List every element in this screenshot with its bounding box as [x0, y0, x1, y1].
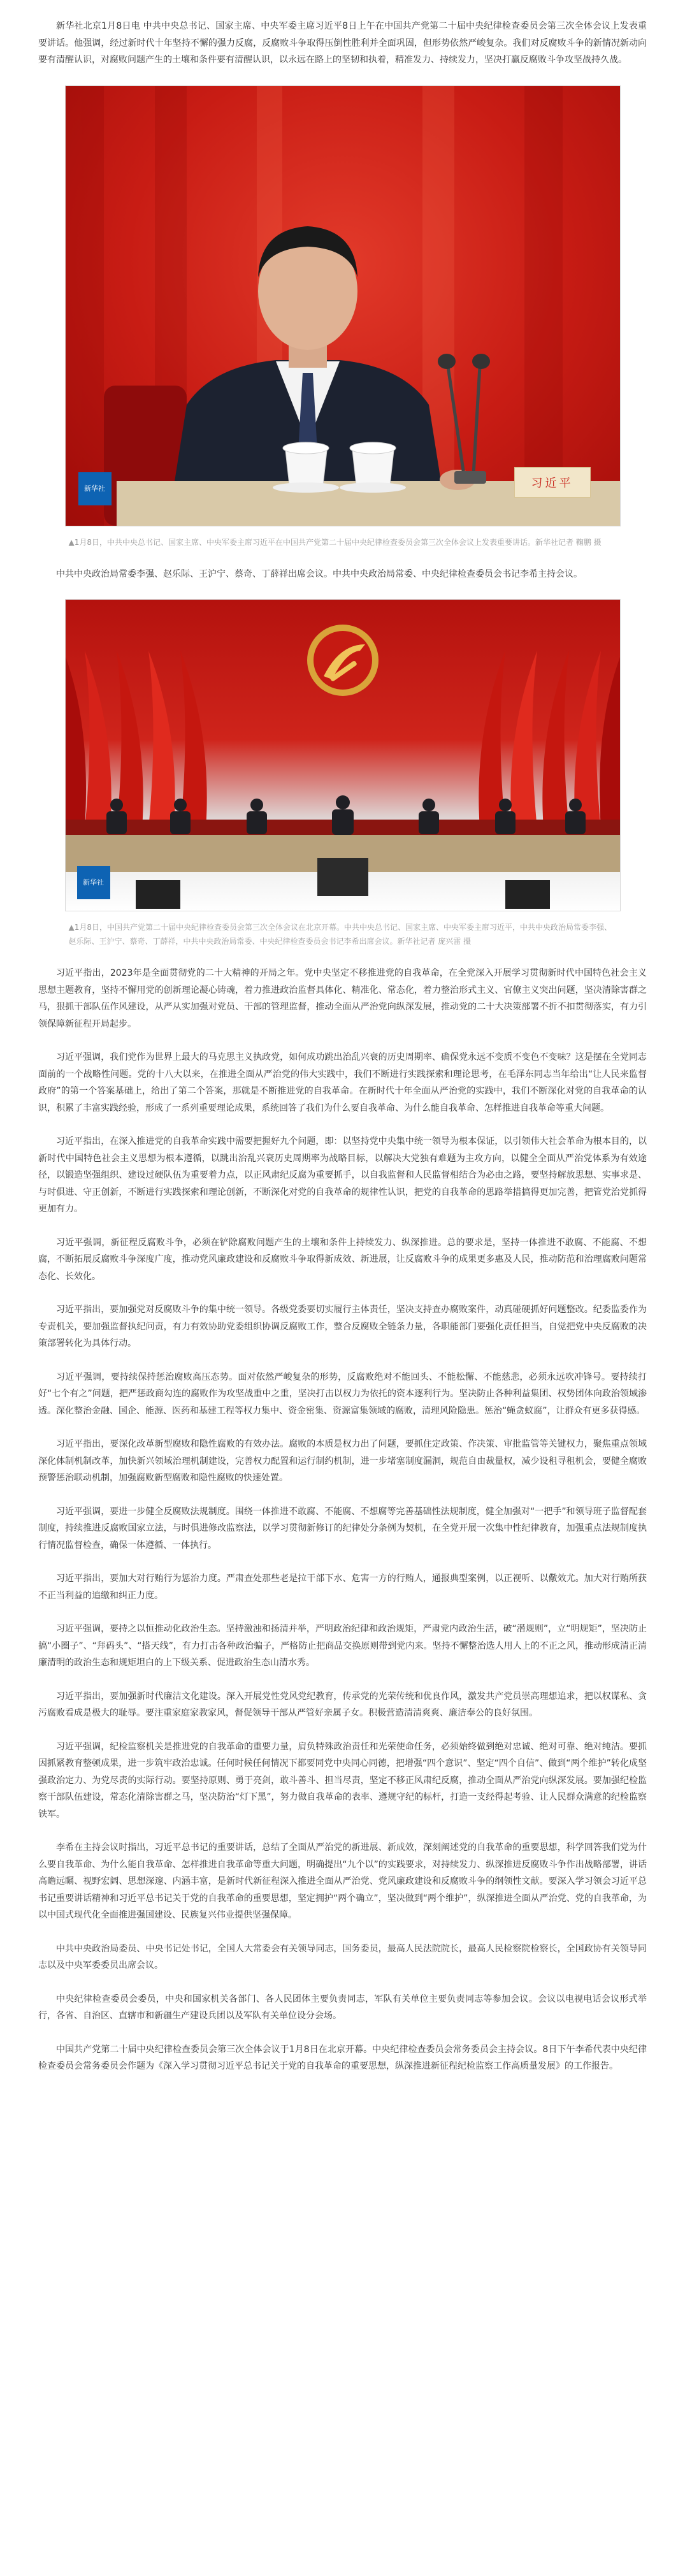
speech-photo-illustration	[66, 86, 620, 526]
paragraph-body: 习近平指出，2023年是全面贯彻党的二十大精神的开局之年。党中央坚定不移推进党的自我革命，在全党深入开展学习贯彻新时代中国特色社会主义思想主题教育，坚持不懈用党的创新理论凝心铸魂，着力推进政治监督具体化、精准化、常态化，着力整治形式主义、官僚主义突出问题，坚决清除害群之马，狠抓干部队伍作风建设，从严从实加强对党员、干部的管理监督，推动全面从严治党向纵深发展，推动党的二十大决策部署不折不扣贯彻落实，有力引领保障新征程开局起步。	[38, 968, 647, 1029]
screen-left	[136, 880, 180, 909]
nameplate: 习近平	[514, 467, 591, 498]
podium	[317, 858, 368, 896]
photo-caption-speech: ▲1月8日，中共中央总书记、国家主席、中央军委主席习近平在中国共产党第二十届中央纪律检查委员会第三次全体会议上发表重要讲话。新华社记者 鞠鹏 摄	[68, 537, 602, 547]
paragraph-body: 习近平指出，要加强党对反腐败斗争的集中统一领导。各级党委要切实履行主体责任，坚决支持查办腐败案件，动真碰硬抓好问题整改。纪委监委作为专责机关，要加强监督执纪问责，有力有效协助党委组织协调反腐败工作，整合反腐败全链条力量，各职能部门要强化责任担当，自觉把党中央反腐败的决策部署转化为具体行动。	[38, 1305, 647, 1349]
party-emblem	[307, 625, 379, 696]
paragraph-body: 习近平强调，新征程反腐败斗争，必须在铲除腐败问题产生的土壤和条件上持续发力、纵深推进。总的要求是，坚持一体推进不敢腐、不能腐、不想腐，不断拓展反腐败斗争深度广度，推动党风廉政建设和反腐败斗争取得新成效、新进展，让反腐败斗争的成果更多惠及人民，推动防范和治理腐败问题常态化、长效化。	[38, 1237, 647, 1282]
article	[38, 0, 647, 2075]
paragraph-body: 中国共产党第二十届中央纪律检查委员会第三次全体会议于1月8日在北京开幕。中央纪律检查委员会常务委员会主持会议。8日下午李希代表中央纪律检查委员会常务委员会作题为《深入学习贯彻习近平总书记关于党的自我革命的重要思想，纵深推进新征程纪检监察工作高质量发展》的工作报告。	[38, 2044, 647, 2071]
paragraph-body: 习近平指出，要加强新时代廉洁文化建设。深入开展党性党风党纪教育，传承党的光荣传统和优良作风，激发共产党员崇高理想追求，把以权谋私、贪污腐败看成是极大的耻辱。要注重家庭家教家风，督促领导干部从严管好亲属子女。积极营造清清爽爽、廉洁奉公的良好氛围。	[38, 1691, 647, 1718]
paragraph-body: 习近平强调，纪检监察机关是推进党的自我革命的重要力量，肩负特殊政治责任和光荣使命任务，必须始终做到绝对忠诚、绝对可靠、绝对纯洁。要抓因抓紧教育整顿成果，进一步筑牢政治忠诚。任何时候任何情况下都要同党中央同心同德，把增强“四个意识”、坚定“四个自信”、做到“两个维护”转化成坚强政治定力、为党尽责的实际行动。要坚持原则、勇于亮剑，敢斗善斗、担当尽责，坚定不移正风肃纪反腐，推动全面从严治党向纵深发展。要加强纪检监察干部队伍建设，常态化清除害群之马，坚决防治“灯下黑”，努力做自我革命的表率、遵规守纪的标杆，打造一支经得起考验、让人民群众满意的纪检监察铁军。	[38, 1741, 647, 1820]
paragraph-body: 习近平强调，要持之以恒推动化政治生态。坚持激浊和扬清并举，严明政治纪律和政治规矩，严肃党内政治生活，破“潜规则”，立“明规矩”，坚决防止搞“小圈子”、“拜码头”、“搭天线”，有力打击各种政治骗子，严格防止把商品交换原则带到党内来。坚持不懈整治选人用人上的不正之风，推动形成清正清廉清明的政治生态和规矩坦白的上下级关系、促进政治生态山清水秀。	[38, 1624, 647, 1668]
screen-right	[505, 880, 550, 909]
paragraph-attendees: 中共中央政治局常委李强、赵乐际、王沪宁、蔡奇、丁薛祥出席会议。中共中央政治局常委、中央纪律检查委员会书记李希主持会议。	[56, 568, 582, 579]
plenary-photo-illustration	[66, 600, 620, 911]
paragraph-lead: 新华社北京1月8日电 中共中央总书记、国家主席、中央军委主席习近平8日上午在中国共产党第二十届中央纪律检查委员会第三次全体会议上发表重要讲话。他强调，经过新时代十年坚持不懈的强力反腐，反腐败斗争取得压倒性胜利并全面巩固，但形势依然严峻复杂。我们对反腐败斗争的新情况新动向要有清醒认识，对腐败问题产生的土壤和条件要有清醒认识，以永远在路上的坚韧和执着，精准发力、持续发力，坚决打赢反腐败斗争攻坚战持久战。	[38, 21, 647, 65]
paragraph-body: 中共中央政治局委员、中央书记处书记，全国人大常委会有关领导同志，国务委员，最高人民法院院长，最高人民检察院检察长，全国政协有关领导同志以及中央军委委员出席会议。	[38, 1943, 647, 1971]
paragraph-body: 习近平指出，要加大对行贿行为惩治力度。严肃查处那些老是拉干部下水、危害一方的行贿人，通报典型案例，以正视听、以儆效尤。加大对行贿所获不正当利益的追缴和纠正力度。	[38, 1574, 647, 1601]
xinhua-logo: 新华社	[78, 472, 112, 505]
plenary-photo	[65, 599, 621, 911]
figure-plenary	[38, 599, 647, 948]
paragraph-body: 中央纪律检查委员会委员，中央和国家机关各部门、各人民团体主要负责同志，军队有关单位主要负责同志等参加会议。会议以电视电话会议形式举行，各省、自治区、直辖市和新疆生产建设兵团以及军队有关单位设分会场。	[38, 1994, 647, 2021]
figure-speech	[38, 85, 647, 549]
paragraph-body: 习近平强调，要持续保持惩治腐败高压态势。面对依然严峻复杂的形势，反腐败绝对不能回头、不能松懈、不能慈悲，必须永远吹冲锋号。要持续打好“七个有之”问题，把严惩政商勾连的腐败作为攻坚战重中之重，坚决打击以权力为依托的资本逐利行为。坚决防止各种利益集团、权势团体向政治领域渗透。深化整治金融、国企、能源、医药和基建工程等权力集中、资金密集、资源富集领域的腐败，清理风险隐患。惩治“蝇贪蚁腐”，让群众有更多获得感。	[38, 1371, 647, 1416]
photo-caption-plenary: ▲1月8日，中国共产党第二十届中央纪律检查委员会第三次全体会议在北京开幕。中共中央总书记、国家主席、中央军委主席习近平，中共中央政治局常委李强、赵乐际、王沪宁、蔡奇、丁薛祥，中共中央政治局常委、中央纪律检查委员会书记李希出席会议。新华社记者 庞兴雷 摄	[68, 923, 612, 946]
paragraph-body: 习近平强调，要进一步健全反腐败法规制度。围绕一体推进不敢腐、不能腐、不想腐等完善基础性法规制度，健全加强对“一把手”和领导班子监督配套制度，持续推进反腐败国家立法，与时俱进修改监察法，以学习贯彻新修订的纪律处分条例为契机，在全党开展一次集中性纪律教育，加强重点法规制度执行情况监督检查，确保一体遵循、一体执行。	[38, 1506, 647, 1551]
paragraph-body: 习近平强调，我们党作为世界上最大的马克思主义执政党，如何成功跳出治乱兴衰的历史周期率、确保党永远不变质不变色不变味？这是摆在全党同志面前的一个战略性问题。党的十八大以来，在推进全面从严治党的伟大实践中，我们不断进行实践探索和理论思考，在毛泽东同志当年给出“让人民来监督政府”的第一个答案基础上，给出了第二个答案，那就是不断推进党的自我革命。在新时代十年全面从严治党的实践中，我们不断深化对党的自我革命的认识，积累了丰富实践经验，形成了一系列重要理论成果，系统回答了我们为什么要自我革命、为什么能自我革命、怎样推进自我革命等重大问题。	[38, 1052, 647, 1113]
xinhua-logo: 新华社	[77, 866, 110, 899]
paragraph-body: 李希在主持会议时指出，习近平总书记的重要讲话，总结了全面从严治党的新进展、新成效，深刻阐述党的自我革命的重要思想，科学回答我们党为什么要自我革命、为什么能自我革命、怎样推进自我革命等重大问题，明确提出“九个以”的实践要求，对持续发力、纵深推进反腐败斗争作出战略部署，讲话高瞻远瞩、视野宏阔、思想深邃、内涵丰富，是新时代新征程深入推进全面从严治党、党风廉政建设和反腐败斗争的纲领性文献。要深入学习领会习近平总书记重要讲话精神和习近平总书记关于党的自我革命的重要思想，坚定拥护“两个确立”，坚决做到“两个维护”，纵深推进全面从严治党、党的自我革命，为以中国式现代化全面推进强国建设、民族复兴伟业提供坚强保障。	[38, 1842, 647, 1920]
paragraph-body: 习近平指出，在深入推进党的自我革命实践中需要把握好九个问题，即：以坚持党中央集中统一领导为根本保证，以引领伟大社会革命为根本目的，以新时代中国特色社会主义思想为根本遵循，以跳出治乱兴衰历史周期率为战略目标，以解决大党独有难题为主攻方向，以健全全面从严治党体系为有效途径，以锻造坚强组织、建设过硬队伍为重要着力点，以正风肃纪反腐为重要抓手，以自我监督和人民监督相结合为必由之路，要坚持解放思想、实事求是、与时俱进、守正创新，不断进行实践探索和理论创新，不断深化对党的自我革命的规律性认识，把党的自我革命的思路举措搞得更加完善，把管党治党抓得更加有力。	[38, 1136, 647, 1214]
speech-photo	[65, 85, 621, 526]
paragraph-body: 习近平指出，要深化改革新型腐败和隐性腐败的有效办法。腐败的本质是权力出了问题，要抓住定政策、作决策、审批监管等关键权力，聚焦重点领域深化体制机制改革，加快新兴领域治理机制建设，完善权力配置和运行制约机制，进一步堵塞制度漏洞，规范自由裁量权，减少设租寻租机会，要健全腐败预警惩治联动机制，加强腐败新型腐败和隐性腐败的快速处置。	[38, 1439, 647, 1483]
